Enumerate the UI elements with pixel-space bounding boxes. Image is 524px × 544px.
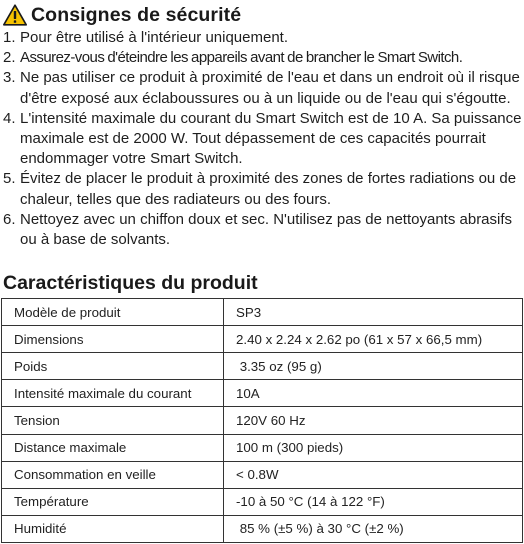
- spec-value: 120V 60 Hz: [224, 407, 523, 434]
- spec-value: 2.40 x 2.24 x 2.62 po (61 x 57 x 66,5 mm): [224, 326, 523, 353]
- spec-label: Humidité: [2, 515, 224, 542]
- warning-triangle-icon: [3, 4, 27, 26]
- spec-value: 10A: [224, 380, 523, 407]
- list-item: [0, 169, 524, 209]
- item-text: L'intensité maximale du courant du Smart Switch est de 10 A. Sa puissance maximale est de 2000 W. Tout dépassement de ces capacités pourrait endommager votre Smart Switch.: [20, 109, 522, 168]
- list-item: [0, 210, 524, 250]
- spec-label: Température: [2, 488, 224, 515]
- table-row: [2, 380, 523, 407]
- spec-value: -10 à 50 °C (14 à 122 °F): [224, 488, 523, 515]
- item-text: Ne pas utiliser ce produit à proximité de l'eau et dans un endroit où il risque d'être exposé aux éclaboussures ou à un liquide ou de l'eau qui s'égoutte.: [20, 69, 520, 107]
- safety-heading: [3, 2, 241, 28]
- table-row: [2, 488, 523, 515]
- item-number: 4.: [3, 109, 16, 127]
- spec-label: Distance maximale: [2, 434, 224, 461]
- table-row: [2, 326, 523, 353]
- spec-label: Tension: [2, 407, 224, 434]
- item-number: 2.: [3, 49, 16, 67]
- item-number: 3.: [3, 69, 16, 87]
- spec-label: Dimensions: [2, 326, 224, 353]
- safety-list: [0, 28, 524, 250]
- safety-title: Consignes de sécurité: [31, 3, 242, 26]
- table-row: [2, 407, 523, 434]
- table-row: [2, 353, 523, 380]
- item-text: Assurez-vous d'éteindre les appareils avant de brancher le Smart Switch.: [20, 49, 463, 67]
- table-row: [2, 461, 523, 488]
- table-row: [2, 299, 523, 326]
- item-number: 1.: [3, 29, 16, 46]
- item-number: 6.: [3, 210, 16, 228]
- spec-value: SP3: [224, 299, 523, 326]
- item-text: Nettoyez avec un chiffon doux et sec. N'utilisez pas de nettoyants abrasifs ou à base de solvants.: [20, 210, 513, 249]
- spec-label: Intensité maximale du courant: [2, 380, 224, 407]
- list-item: [0, 109, 524, 170]
- spec-value: 85 % (±5 %) à 30 °C (±2 %): [224, 515, 523, 542]
- spec-label: Consommation en veille: [2, 461, 224, 488]
- spec-value: 100 m (300 pieds): [224, 434, 523, 461]
- specs-title: Caractéristiques du produit: [3, 272, 258, 294]
- list-item: [0, 68, 524, 108]
- list-item: [0, 48, 524, 68]
- specs-table: [1, 298, 523, 543]
- spec-value: 3.35 oz (95 g): [224, 353, 523, 380]
- item-text: Pour être utilisé à l'intérieur uniquement.: [20, 29, 289, 46]
- spec-label: Poids: [2, 353, 224, 380]
- table-row: [2, 434, 523, 461]
- item-number: 5.: [3, 170, 16, 188]
- item-text: Évitez de placer le produit à proximité des zones de fortes radiations ou de chaleur, telles que des radiateurs ou des fours.: [20, 170, 517, 208]
- table-row: [2, 515, 523, 542]
- spec-label: Modèle de produit: [2, 299, 224, 326]
- list-item: [0, 28, 524, 48]
- spec-value: < 0.8W: [224, 461, 523, 488]
